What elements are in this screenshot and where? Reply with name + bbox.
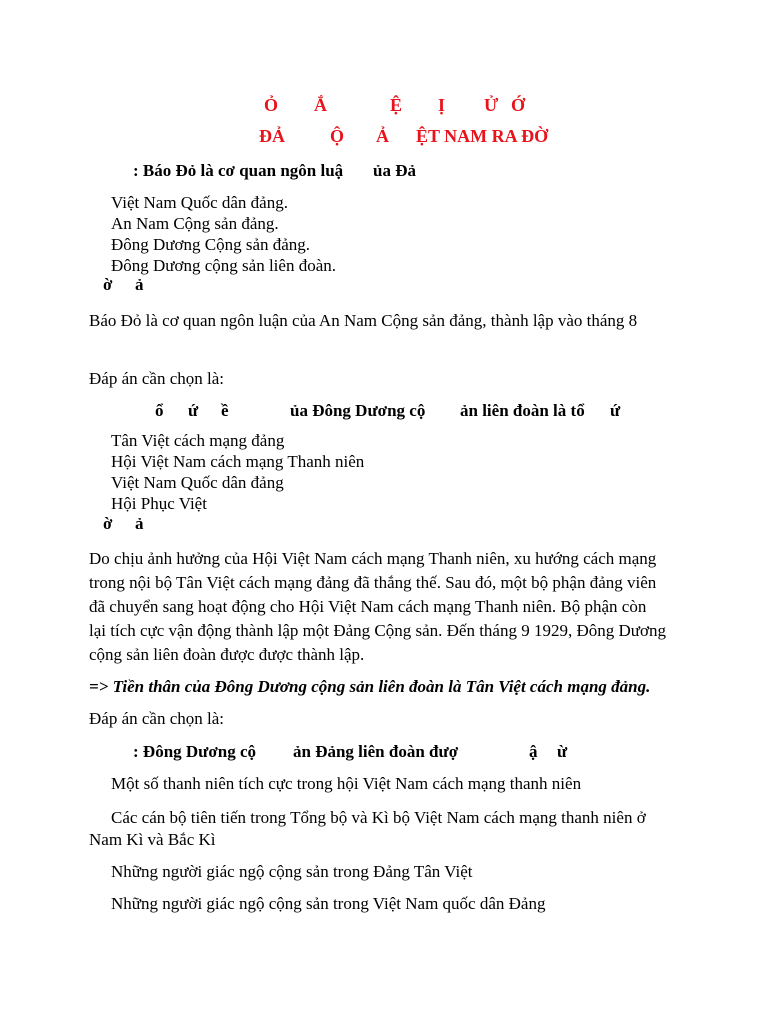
title-fragment: Ệ bbox=[390, 95, 403, 115]
prompt-fragment: ề bbox=[221, 401, 229, 420]
question-2-explanation-line: đã chuyển sang hoạt động cho Hội Việt Nam cách mạng Thanh niên. Bộ phận còn bbox=[89, 597, 647, 616]
question-3-option[interactable]: Những người giác ngộ cộng sản trong Việt Nam quốc dân Đảng bbox=[111, 894, 546, 913]
question-2-explanation-line: trong nội bộ Tân Việt cách mạng đảng đã thắng thế. Sau đó, một bộ phận đảng viên bbox=[89, 573, 657, 592]
title-fragment: ĐẢ bbox=[259, 126, 285, 146]
answer-label-fragment: ờ bbox=[103, 514, 113, 533]
prompt-fragment: ậ bbox=[529, 742, 538, 761]
title-fragment: Ỏ bbox=[264, 95, 279, 115]
question-1-prompt bbox=[0, 161, 768, 183]
question-1-option[interactable]: An Nam Cộng sản đảng. bbox=[111, 214, 279, 233]
prompt-fragment: ứ bbox=[188, 401, 199, 420]
question-2-explanation-line: cộng sản liên đoàn được được thành lập. bbox=[89, 645, 365, 664]
question-3-prompt bbox=[0, 742, 768, 764]
title-line-2 bbox=[0, 126, 768, 148]
prompt-fragment: ản liên đoàn là tổ bbox=[460, 401, 585, 420]
prompt-fragment: ản Đảng liên đoàn đượ bbox=[293, 742, 459, 761]
question-2-choose-label: Đáp án cần chọn là: bbox=[89, 709, 224, 728]
title-fragment: Ắ bbox=[314, 95, 327, 115]
answer-label-fragment: ờ bbox=[103, 275, 113, 294]
question-3-option-continuation: Nam Kì và Bắc Kì bbox=[89, 830, 216, 849]
prompt-fragment: ừ bbox=[557, 742, 568, 761]
question-2-explanation-line: Do chịu ảnh hưởng của Hội Việt Nam cách mạng Thanh niên, xu hướng cách mạng bbox=[89, 549, 657, 568]
title-fragment: Ử bbox=[484, 95, 499, 115]
prompt-fragment: ứ bbox=[610, 401, 621, 420]
question-3-option[interactable]: Những người giác ngộ cộng sản trong Đảng Tân Việt bbox=[111, 862, 473, 881]
question-1-option[interactable]: Đông Dương cộng sản liên đoàn. bbox=[111, 256, 337, 275]
prompt-fragment: ủa Đông Dương cộ bbox=[290, 401, 426, 420]
question-2-option[interactable]: Tân Việt cách mạng đảng bbox=[111, 431, 285, 450]
question-2-option[interactable]: Hội Việt Nam cách mạng Thanh niên bbox=[111, 452, 365, 471]
question-3-option[interactable]: Các cán bộ tiên tiến trong Tổng bộ và Kì bộ Việt Nam cách mạng thanh niên ở bbox=[111, 808, 646, 827]
title-fragment: Ị bbox=[438, 95, 446, 115]
prompt-fragment: : Đông Dương cộ bbox=[133, 742, 257, 761]
prompt-fragment: : Báo Đỏ là cơ quan ngôn luậ bbox=[133, 161, 344, 180]
question-1-option[interactable]: Việt Nam Quốc dân đảng. bbox=[111, 193, 288, 212]
title-line-1 bbox=[0, 95, 768, 117]
prompt-fragment: ủa Đả bbox=[373, 161, 416, 180]
title-fragment: ỆT NAM RA ĐỜ bbox=[416, 126, 549, 146]
question-2-option[interactable]: Việt Nam Quốc dân đảng bbox=[111, 473, 284, 492]
question-1-option[interactable]: Đông Dương Cộng sản đảng. bbox=[111, 235, 311, 254]
answer-label-fragment: ả bbox=[135, 275, 144, 294]
question-2-conclusion: => Tiền thân của Đông Dương cộng sản liên đoàn là Tân Việt cách mạng đảng. bbox=[89, 677, 651, 696]
question-3-option[interactable]: Một số thanh niên tích cực trong hội Việt Nam cách mạng thanh niên bbox=[111, 774, 582, 793]
title-fragment: Ộ bbox=[330, 126, 345, 146]
title-fragment: Ớ bbox=[511, 95, 526, 115]
prompt-fragment: ổ bbox=[155, 401, 164, 420]
question-2-explanation-line: lại tích cực vận động thành lập một Đảng Cộng sản. Đến tháng 9 1929, Đông Dương bbox=[89, 621, 666, 640]
question-1-explanation: Báo Đỏ là cơ quan ngôn luận của An Nam Cộng sản đảng, thành lập vào tháng 8 bbox=[89, 311, 638, 330]
answer-label-fragment: ả bbox=[135, 514, 144, 533]
question-2-prompt bbox=[0, 401, 768, 423]
title-fragment: Ả bbox=[376, 126, 389, 146]
question-1-choose-label: Đáp án cần chọn là: bbox=[89, 369, 224, 388]
question-2-option[interactable]: Hội Phục Việt bbox=[111, 494, 207, 513]
